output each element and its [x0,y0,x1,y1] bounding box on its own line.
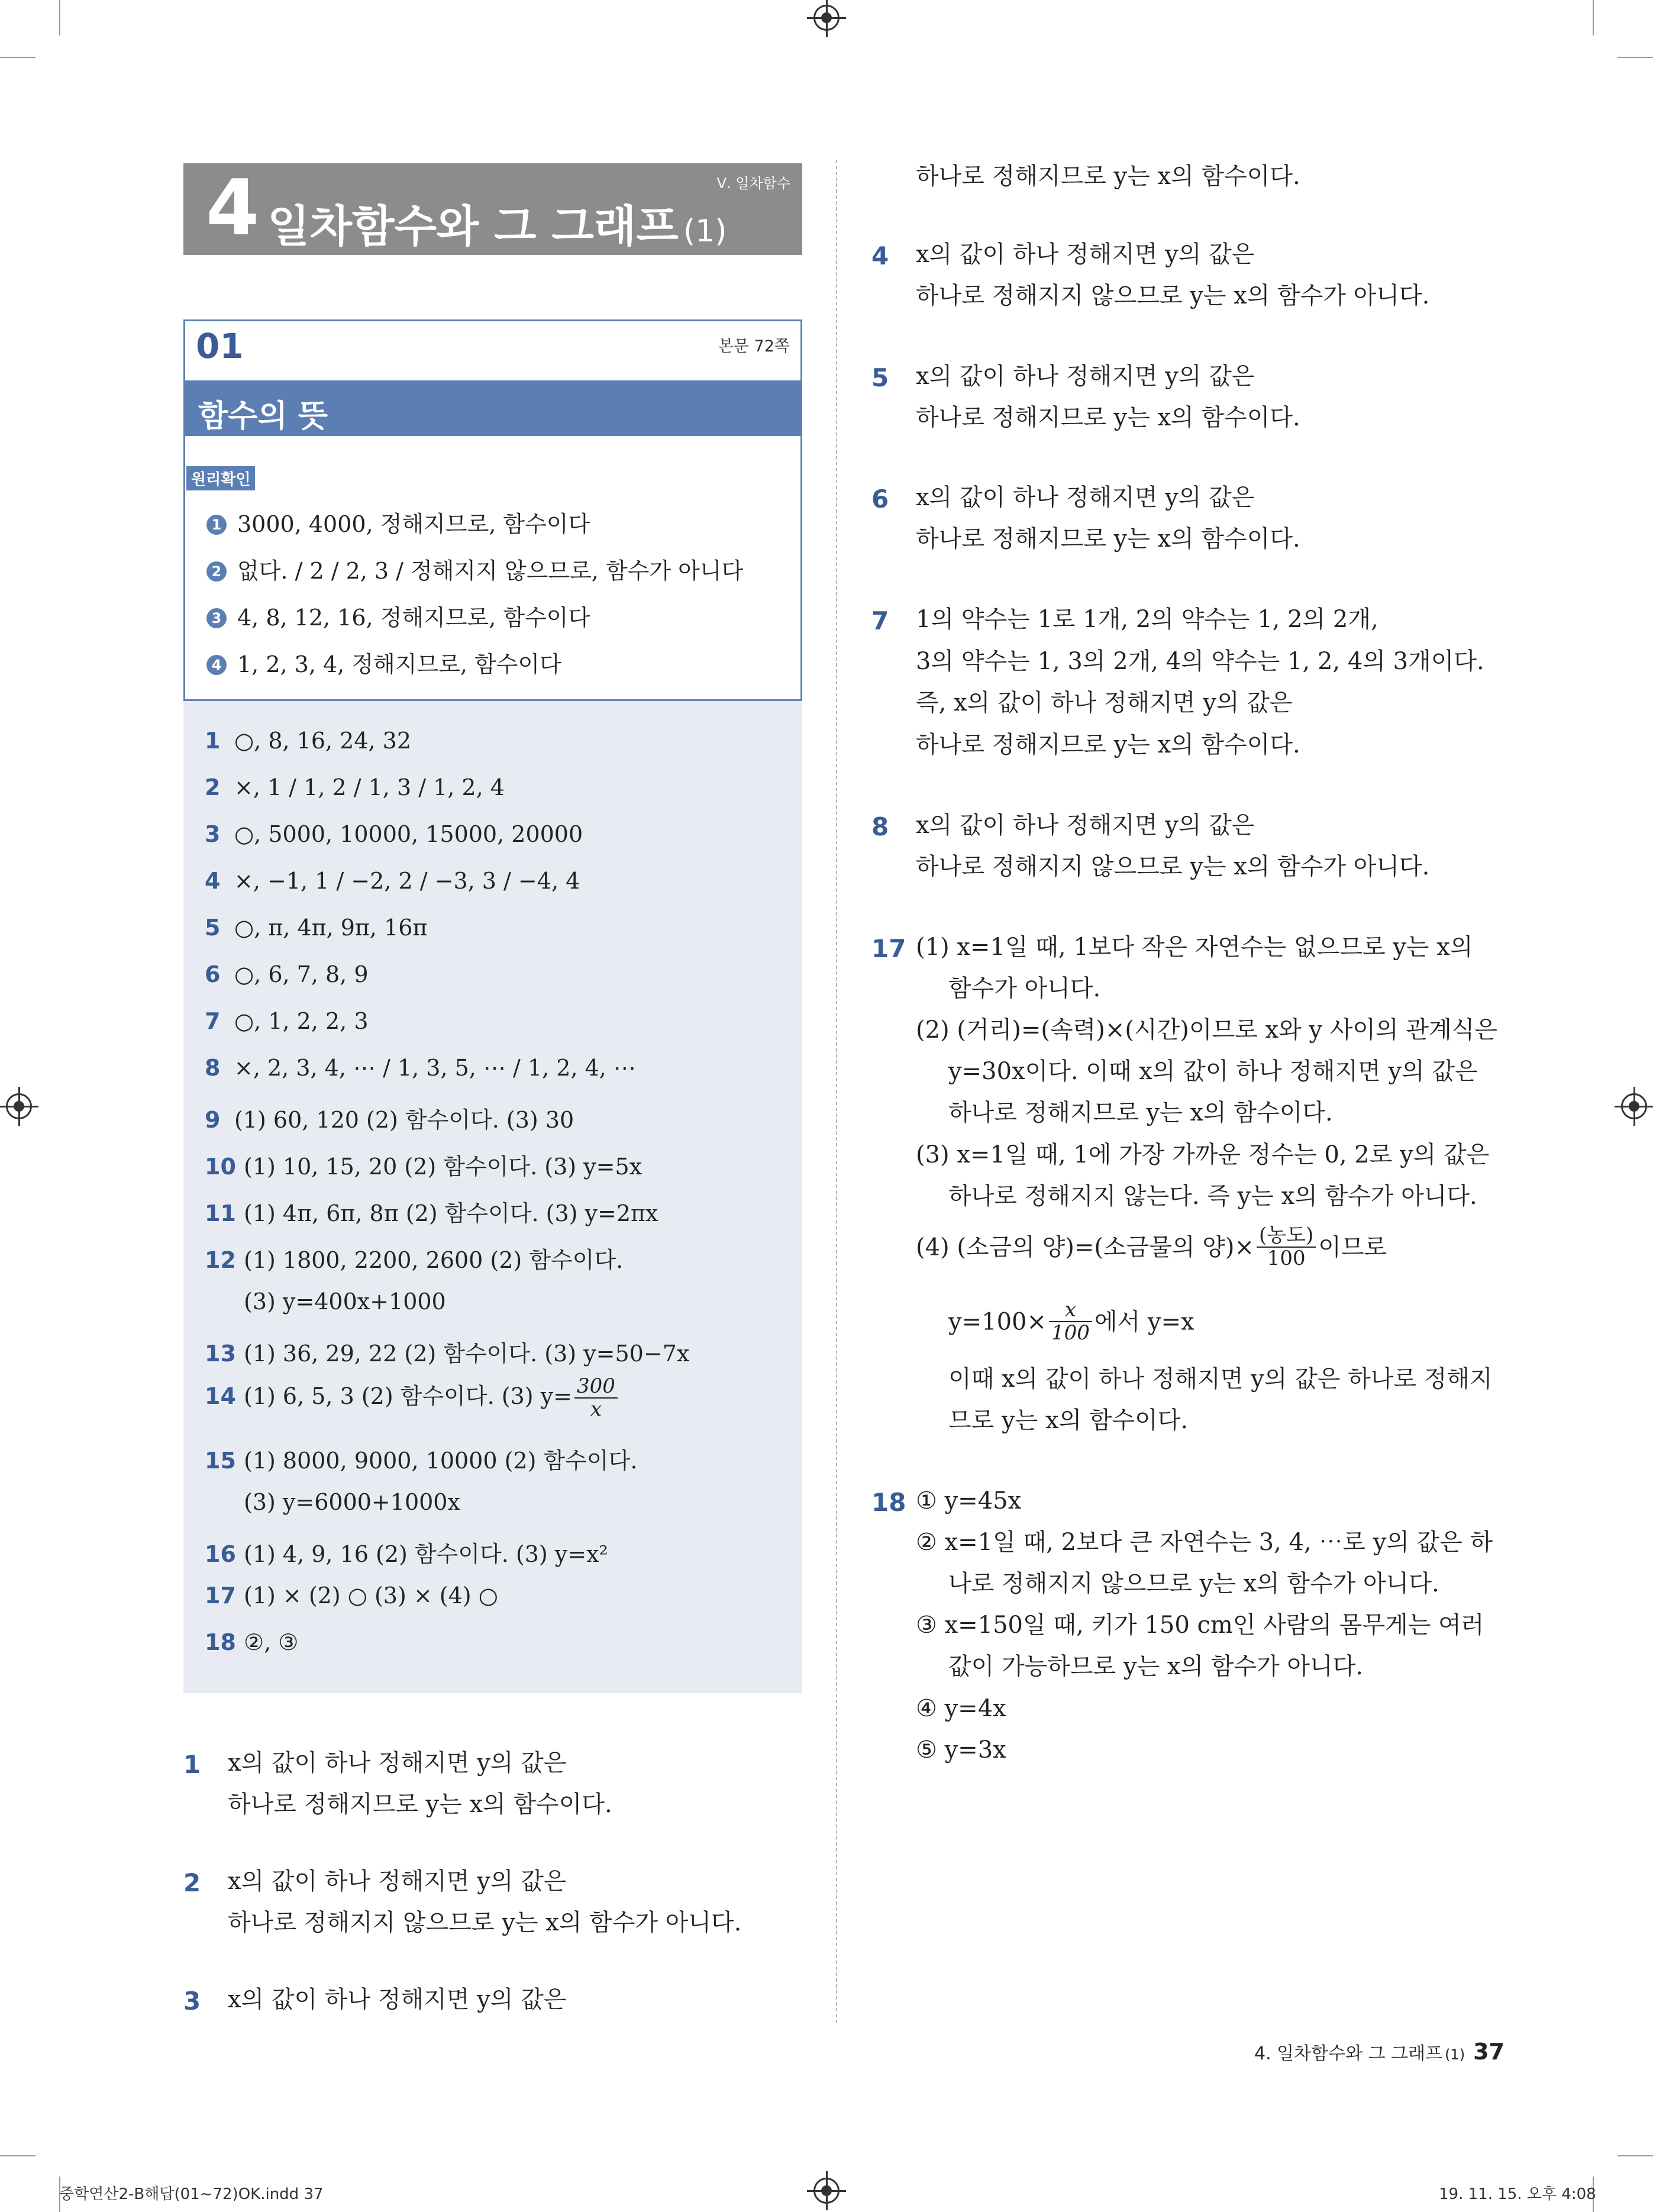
chapter-header [183,163,802,255]
crop-mark [1618,2155,1653,2156]
solution-line: 하나로 정해지지 않으므로 y는 x의 함수가 아니다. [228,1909,742,1936]
fraction-numerator: (농도) [1257,1225,1316,1248]
solution-number: 17 [871,934,906,963]
answer-row [205,774,505,800]
answer-text: (3) y=6000+1000x [244,1489,460,1515]
solution-line: (3) x=1일 때, 1에 가장 가까운 정수는 0, 2로 y의 값은 [916,1141,1490,1168]
solution-line-with-fraction [916,1225,1387,1270]
solution-number: 7 [871,606,889,635]
solution-line: 하나로 정해지므로 y는 x의 함수이다. [948,1099,1333,1126]
concentration-fraction [1257,1225,1316,1270]
answer-text: ○, π, 4π, 9π, 16π [234,915,428,941]
footer-label: 4. 일차함수와 그 그래프 [1254,2043,1443,2064]
solution-number: 6 [871,485,889,514]
solution-line: 하나로 정해지므로 y는 x의 함수이다. [916,731,1300,758]
registration-mark-icon [813,2178,840,2204]
answer-row-continuation [205,1289,446,1315]
check-item [206,646,561,679]
answer-row-continuation [205,1489,460,1515]
answer-row [205,1195,658,1228]
answer-row [205,1375,620,1421]
answer-number: 3 [205,821,221,847]
solution-number: 4 [871,241,889,270]
section-title: 함수의 뜻 [198,399,328,434]
answer-number: 2 [205,774,221,800]
check-item [206,553,743,585]
answer-number: 7 [205,1008,221,1034]
crop-mark [1593,0,1594,35]
solution-line: 므로 y는 x의 함수이다. [948,1407,1189,1434]
solution-number: 5 [871,363,889,392]
fraction-denominator: x [590,1397,602,1422]
answer-number: 17 [205,1583,236,1609]
solution-line: x의 값이 하나 정해지면 y의 값은 [228,1749,567,1777]
solution-line: ⑤ y=3x [916,1736,1006,1764]
answer-number: 6 [205,961,221,987]
chapter-title-text: 일차함수와 그 그래프 [267,201,679,252]
answer-text: (1) 60, 120 (2) 함수이다. (3) 30 [234,1107,574,1133]
answer-row [205,1335,689,1368]
solution-line: 1의 약수는 1로 1개, 2의 약수는 1, 2의 2개, [916,606,1378,633]
answer-number: 1 [205,728,221,754]
solution-line: (1) x=1일 때, 1보다 작은 자연수는 없으므로 y는 x의 [916,934,1473,961]
solution-line: 이때 x의 값이 하나 정해지면 y의 값은 하나로 정해지 [948,1365,1493,1393]
answer-number: 12 [205,1247,236,1273]
answer-text: (1) 36, 29, 22 (2) 함수이다. (3) y=50−7x [244,1341,690,1367]
answer-text: (3) y=400x+1000 [244,1289,446,1315]
fraction-numerator: 300 [574,1375,618,1399]
answer-number: 13 [205,1341,236,1367]
principle-check-badge: 원리확인 [186,466,255,490]
footer-part: (1) [1445,2046,1465,2063]
fraction-numerator: x [1049,1299,1092,1322]
answer-number: 5 [205,915,221,941]
check-text: 1, 2, 3, 4, 정해지므로, 함수이다 [237,651,561,677]
solution-line: 하나로 정해지므로 y는 x의 함수이다. [916,525,1300,553]
solution-line: y=30x이다. 이때 x의 값이 하나 정해지면 y의 값은 [948,1058,1478,1085]
answer-row [205,961,369,987]
answer-text: (1) 4π, 6π, 8π (2) 함수이다. (3) y=2πx [244,1200,658,1226]
crop-mark [1618,57,1653,58]
page-footer [1254,2039,1505,2065]
solution-number: 8 [871,812,889,841]
crop-mark [59,0,60,35]
answer-row [205,1583,498,1609]
answer-text: (1) 10, 15, 20 (2) 함수이다. (3) y=5x [244,1154,643,1180]
page-reference: 본문 72쪽 [718,337,790,356]
solution-line: x의 값이 하나 정해지면 y의 값은 [916,812,1255,839]
answer-number: 8 [205,1055,221,1081]
answer-text: ○, 6, 7, 8, 9 [234,961,369,987]
check-item [206,506,590,538]
answer-text: ○, 5000, 10000, 15000, 20000 [234,821,583,847]
solution-number: 2 [183,1868,201,1897]
answer-row [205,728,411,754]
answer-row [205,1536,608,1568]
check-text: 없다. / 2 / 2, 3 / 정해지지 않으므로, 함수가 아니다 [237,558,744,584]
answer-text: ○, 1, 2, 2, 3 [234,1008,369,1034]
solution-line: (2) (거리)=(속력)×(시간)이므로 x와 y 사이의 관계식은 [916,1016,1497,1044]
solution-line-continued: 하나로 정해지므로 y는 x의 함수이다. [916,163,1300,190]
equation-text: (4) (소금의 양)=(소금물의 양)× [916,1233,1255,1261]
answer-row [205,1629,298,1655]
answer-text: ×, −1, 1 / −2, 2 / −3, 3 / −4, 4 [234,868,580,894]
solution-line: x의 값이 하나 정해지면 y의 값은 [916,363,1255,390]
crop-mark [0,57,35,58]
answer-text: ×, 2, 3, 4, ⋯ / 1, 3, 5, ⋯ / 1, 2, 4, ⋯ [234,1055,636,1081]
answer-row [205,1148,642,1181]
registration-mark-icon [813,5,840,31]
solution-line: ④ y=4x [916,1695,1006,1722]
chapter-part: (1) [683,214,727,249]
answer-row [205,1102,574,1134]
solution-line: 즉, x의 값이 하나 정해지면 y의 값은 [916,689,1293,716]
check-number: 3 [206,608,227,628]
crop-mark [0,2155,35,2156]
print-slug-filename: 중학연산2-B해답(01~72)OK.indd 37 [59,2185,324,2203]
solution-line: 나로 정해지지 않으므로 y는 x의 함수가 아니다. [948,1570,1439,1597]
column-divider [836,160,837,2023]
chapter-title [267,192,727,254]
answer-number: 9 [205,1107,221,1133]
answer-number: 14 [205,1383,236,1409]
answer-text: ○, 8, 16, 24, 32 [234,728,412,754]
answer-number: 15 [205,1448,236,1474]
solution-line: ① y=45x [916,1487,1022,1515]
answer-number: 11 [205,1200,236,1226]
answer-row [205,1008,369,1034]
answer-row [205,1242,623,1274]
answer-row [205,868,580,894]
solution-line: 3의 약수는 1, 3의 2개, 4의 약수는 1, 2, 4의 3개이다. [916,648,1484,675]
check-text: 4, 8, 12, 16, 정해지므로, 함수이다 [237,605,590,631]
answer-number: 16 [205,1541,236,1567]
fraction-denominator: 100 [1051,1321,1090,1345]
answer-number: 18 [205,1629,236,1655]
solution-number: 1 [183,1750,201,1779]
section-code: 01 [196,326,244,366]
print-slug-timestamp: 19. 11. 15. 오후 4:08 [1439,2185,1596,2203]
answer-row [205,1442,637,1475]
equation-text: 이므로 [1318,1233,1387,1261]
section-title-band [185,380,800,436]
unit-label: Ⅴ. 일차함수 [716,175,790,192]
solution-line: ③ x=150일 때, 키가 150 cm인 사람의 몸무게는 여러 [916,1612,1484,1639]
solution-line: 값이 가능하므로 y는 x의 함수가 아니다. [948,1653,1364,1680]
answer-text: (1) 1800, 2200, 2600 (2) 함수이다. [244,1247,624,1273]
solution-line: x의 값이 하나 정해지면 y의 값은 [916,241,1255,268]
page-number: 37 [1473,2039,1505,2065]
solution-number: 3 [183,1987,201,2016]
registration-mark-icon [1621,1093,1647,1119]
answer-text: (1) 8000, 9000, 10000 (2) 함수이다. [244,1448,638,1474]
registration-mark-icon [6,1093,32,1119]
answer-text: ②, ③ [244,1629,299,1655]
equation-text: 에서 y=x [1094,1308,1194,1336]
solution-line: 하나로 정해지지 않으므로 y는 x의 함수가 아니다. [916,853,1430,880]
equation-text: y=100× [948,1308,1047,1336]
answer-text: (1) × (2) ○ (3) × (4) ○ [244,1583,498,1609]
check-item [206,599,590,632]
answer-14-fraction [574,1375,618,1421]
solution-line: 함수가 아니다. [948,975,1101,1002]
answer-row [205,915,427,941]
x-over-100-fraction [1049,1299,1092,1345]
check-number: 2 [206,561,227,582]
solution-line: 하나로 정해지지 않는다. 즉 y는 x의 함수가 아니다. [948,1183,1477,1210]
check-text: 3000, 4000, 정해지므로, 함수이다 [237,511,590,537]
answer-row [205,1055,636,1081]
answer-number: 4 [205,868,221,894]
answers-panel [183,701,802,1693]
answer-number: 10 [205,1154,236,1180]
solution-number: 18 [871,1488,906,1517]
solution-line: x의 값이 하나 정해지면 y의 값은 [228,1986,567,2013]
chapter-number: 4 [206,163,260,253]
check-number: 1 [206,515,227,535]
solution-line: ② x=1일 때, 2보다 큰 자연수는 3, 4, ⋯로 y의 값은 하 [916,1529,1493,1556]
section-box [183,319,802,701]
answer-row [205,821,583,847]
fraction-denominator: 100 [1267,1247,1306,1271]
check-number: 4 [206,655,227,675]
solution-line-with-fraction [948,1299,1194,1345]
solution-line: 하나로 정해지므로 y는 x의 함수이다. [916,404,1300,431]
answer-text: ×, 1 / 1, 2 / 1, 3 / 1, 2, 4 [234,774,505,800]
solution-line: x의 값이 하나 정해지면 y의 값은 [228,1868,567,1895]
solution-line: 하나로 정해지지 않으므로 y는 x의 함수가 아니다. [916,282,1430,309]
solution-line: x의 값이 하나 정해지면 y의 값은 [916,484,1255,511]
solution-line: 하나로 정해지므로 y는 x의 함수이다. [228,1791,612,1818]
answer-text: (1) 6, 5, 3 (2) 함수이다. (3) y= [244,1383,572,1409]
answer-text: (1) 4, 9, 16 (2) 함수이다. (3) y=x² [244,1541,608,1567]
